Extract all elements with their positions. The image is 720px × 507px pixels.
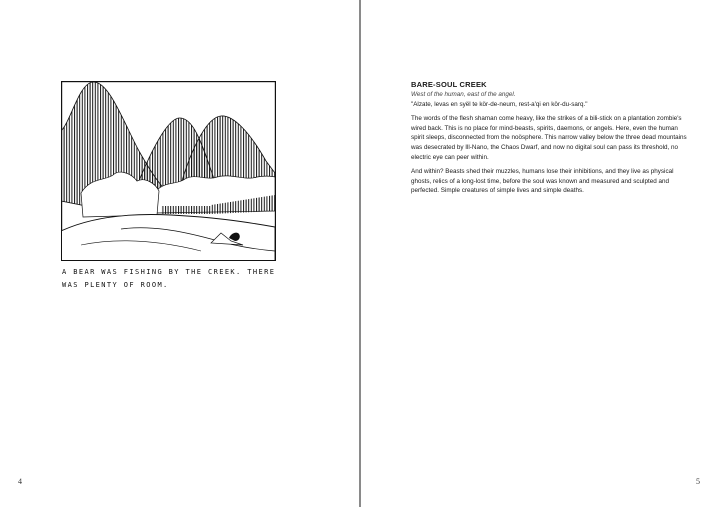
shaman-quote: "Alzate, levas en syël te kör-de-neum, rest-a'qi en kör-du-sarq." — [411, 100, 588, 108]
right-page — [361, 0, 720, 507]
illustration-caption: A BEAR WAS FISHING BY THE CREEK. THERE WAS PLENTY OF ROOM. — [62, 268, 276, 289]
page-number-left: 4 — [18, 477, 22, 486]
bear-creek-illustration — [61, 81, 276, 261]
article — [411, 80, 691, 201]
page-number-right: 5 — [696, 477, 700, 486]
body-paragraph-2: And within? Beasts shed their muzzles, humans lose their inhibitions, and they live as physical ghosts, relics of a long-lost time, before the soul was known and measured and sculpted and perfected. Simple creatures of simple lives and simple deaths. — [411, 168, 674, 195]
body-paragraph-1: The words of the flesh shaman come heavy, like the strikes of a bili-stick on a plantation zombie's wired back. This is no place for mind-beasts, spirits, daemons, or angels. Here, even the human spirit sleeps, disconnected from the noösphere. This narrow valley below the three dead mountains was desecrated by Ill-Nano, the Chaos Dwarf, and now no digital soul can pass its threshold, no electric eye can peer within. — [411, 115, 687, 161]
section-subtitle: West of the human, east of the angel. — [411, 91, 516, 98]
section-title: BARE-SOUL CREEK — [411, 80, 487, 89]
